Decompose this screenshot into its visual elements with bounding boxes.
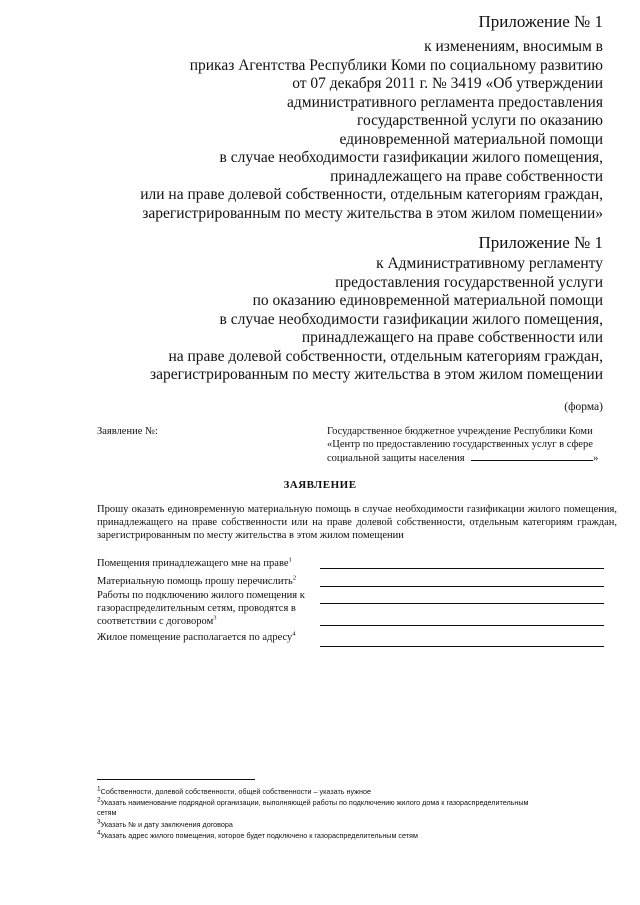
recipient-line: «Центр по предоставлению государственных услуг в сфере [327,439,593,450]
appendix-line: приказ Агентства Республики Коми по социальному развитию [189,56,603,74]
works-label-text: соответствии с договором [97,616,214,627]
footnote-text: Собственности, долевой собственности, общей собственности – указать нужное [100,787,371,796]
appendix-title: Приложение № 1 [478,12,603,31]
appendix-line: административного регламента предоставления [287,93,603,111]
footnote-number: 4 [97,829,101,837]
application-number-label: Заявление №: [97,426,158,437]
footnote-ref: 3 [213,614,217,622]
regulation-line: принадлежащего на праве собственности или [301,329,603,346]
footnote-number: 3 [97,818,101,826]
regulation-line: предоставления государственной услуги [335,273,603,291]
works-input-line-2[interactable] [320,625,604,626]
request-paragraph: Прошу оказать единовременную материальную помощь в случае необходимости газификации жилого помещения, принадлежащего на праве собственности или на праве долевой собственности, отдельным категориям граждан, зарегистрированным по месту жительства в этом жилом помещении [97,504,617,541]
address-input-line[interactable] [320,646,604,647]
regulation-line: по оказанию единовременной материальной помощи [252,292,603,309]
footnote-text: сетям [97,808,117,817]
regulation-text-block [150,255,603,385]
footnote-continuation [97,808,116,817]
works-label-line-last [97,615,305,628]
appendix-line: государственной услуги по оказанию [356,112,603,129]
appendix-line: от 07 декабря 2011 г. № 3419 «Об утверждении [292,75,603,92]
regulation-line: на праве долевой собственности, отдельным категориям граждан, [168,347,603,365]
regulation-appendix-title: Приложение № 1 [478,233,603,252]
application-heading: ЗАЯВЛЕНИЕ [283,479,357,491]
ownership-label [97,557,292,570]
recipient-line: Государственное бюджетное учреждение Республики Коми [327,426,593,437]
recipient-line [327,451,617,465]
footnote [97,787,371,796]
works-label-line: газораспределительным сетям, проводятся в [97,603,296,614]
transfer-input-line[interactable] [320,586,604,587]
ownership-input-line[interactable] [320,568,604,569]
footnote [97,831,418,840]
recipient-blank-field[interactable] [471,451,593,461]
footnote-number: 1 [97,785,101,793]
footnote [97,798,529,807]
footnote-text: Указать адрес жилого помещения, которое будет подключено к газораспределительным сетям [100,831,418,840]
appendix-text-block [140,38,603,223]
footnote-text: Указать № и дату заключения договора [100,820,233,829]
appendix-line: принадлежащего на праве собственности [330,167,603,185]
address-label [97,631,296,644]
footnote-number: 2 [97,796,101,804]
transfer-label [97,575,296,588]
ownership-label-text: Помещения принадлежащего мне на праве [97,558,289,569]
regulation-line: в случае необходимости газификации жилого помещения, [219,310,603,328]
appendix-line: или на праве долевой собственности, отдельным категориям граждан, [140,186,603,203]
footnote-text: Указать наименование подрядной организации, выполняющей работы по подключению жилого дома к газораспределительным [100,798,529,807]
regulation-line: зарегистрированным по месту жительства в этом жилом помещении [150,366,603,383]
address-label-text: Жилое помещение располагается по адресу [97,632,293,643]
footnote-ref: 1 [288,556,292,564]
recipient-block [327,425,617,465]
regulation-line: к Административному регламенту [376,255,603,272]
works-label-line: Работы по подключению жилого помещения к [97,590,305,601]
transfer-label-text: Материальную помощь прошу перечислить [97,576,293,587]
appendix-line: единовременной материальной помощи [339,130,603,148]
closing-quote: » [593,453,599,464]
works-input-line-1[interactable] [320,603,604,604]
footnote-ref: 4 [292,630,296,638]
works-label [97,589,305,628]
footnote-ref: 2 [292,574,297,582]
appendix-line: в случае необходимости газификации жилого помещения, [219,149,603,166]
appendix-line: к изменениям, вносимым в [424,38,603,55]
recipient-line-text: социальной защиты населения [327,453,465,464]
footnote [97,820,233,829]
footnote-separator [97,779,255,780]
form-label: (форма) [564,401,603,413]
appendix-line: зарегистрированным по месту жительства в этом жилом помещении» [142,204,603,222]
